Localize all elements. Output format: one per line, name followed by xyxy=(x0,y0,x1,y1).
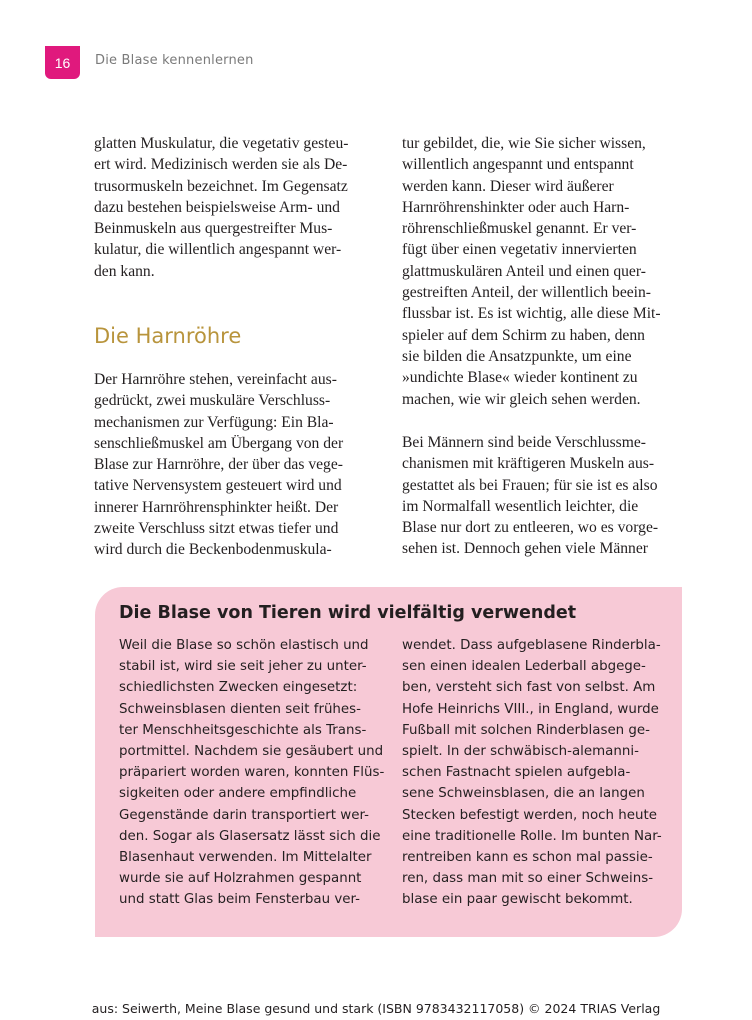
text-line: tur gebildet, die, wie Sie sicher wissen, xyxy=(402,135,646,152)
text-line: wurde sie auf Holzrahmen gespannt xyxy=(119,871,362,887)
text-line: den. Sogar als Glasersatz lässt sich die xyxy=(119,828,381,844)
text-line: sigkeiten oder andere empfindliche xyxy=(119,786,357,802)
text-line: mechanismen zur Verfügung: Ein Bla- xyxy=(94,413,334,431)
text-line: rentreiben kann es schon mal passie- xyxy=(402,850,653,866)
text-line: glatten Muskulatur, die vegetativ gesteu- xyxy=(94,135,349,152)
text-line: Bei Männern sind beide Verschlussme- xyxy=(402,434,646,451)
text-line: ter Menschheitsgeschichte als Trans- xyxy=(119,722,367,738)
text-line: eine traditionelle Rolle. Im bunten Nar- xyxy=(402,828,662,844)
text-line: stabil ist, wird sie seit jeher zu unter- xyxy=(119,659,367,675)
text-line: sie bilden die Ansatzpunkte, um eine xyxy=(402,347,632,365)
text-line: spielt. In der schwäbisch-alemanni- xyxy=(402,744,639,760)
text-line: Gegenstände darin transportiert wer- xyxy=(119,807,369,823)
text-line: blase ein paar gewischt bekommt. xyxy=(402,892,633,908)
text-line: kulatur, die willentlich angespannt wer- xyxy=(94,241,342,259)
right-column-paragraph-1 xyxy=(402,133,674,410)
text-line: wird durch die Beckenbodenmuskula- xyxy=(94,541,332,559)
text-line: Beinmuskeln aus quergestreifter Mus- xyxy=(94,220,333,238)
right-column-paragraph-2 xyxy=(402,432,674,560)
source-footer: aus: Seiwerth, Meine Blase gesund und stark (ISBN 9783432117058) © 2024 TRIAS Verlag xyxy=(91,1001,661,1016)
info-box-left-column xyxy=(119,635,389,911)
text-line: Weil die Blase so schön elastisch und xyxy=(119,638,369,653)
text-line: schen Fastnacht spielen aufgebla- xyxy=(402,765,631,781)
text-line: trusormuskeln bezeichnet. Im Gegensatz xyxy=(94,177,348,195)
text-line: ben, versteht sich fast von selbst. Am xyxy=(402,680,656,696)
text-line: Harnröhrenshinkter oder auch Harn- xyxy=(402,198,630,216)
info-box-title: Die Blase von Tieren wird vielfältig verwendet xyxy=(119,603,577,623)
text-line: den kann. xyxy=(94,262,155,280)
text-line: röhrenschließmuskel genannt. Er ver- xyxy=(402,220,637,238)
text-line: sene Schweinsblasen, die an langen xyxy=(402,786,645,802)
text-line: Blase zur Harnröhre, der über das vege- xyxy=(94,456,343,474)
text-line: präpariert worden waren, konnten Flüs- xyxy=(119,765,385,781)
info-box-right-column xyxy=(402,635,672,911)
text-line: Fußball mit solchen Rinderblasen ge- xyxy=(402,722,650,738)
text-line: werden kann. Dieser wird äußerer xyxy=(402,177,614,195)
text-line: innerer Harnröhrensphinkter heißt. Der xyxy=(94,498,339,516)
text-line: schiedlichsten Zwecken eingesetzt: xyxy=(119,680,358,696)
text-line: ert wird. Medizinisch werden sie als De- xyxy=(94,156,348,174)
text-line: sehen ist. Dennoch gehen viele Männer xyxy=(402,540,648,558)
page-number: 16 xyxy=(54,54,71,71)
text-line: »undichte Blase« wieder kontinent zu xyxy=(402,369,638,387)
text-line: Schweinsblasen dienten seit frühes- xyxy=(119,701,361,717)
left-column-paragraph-2 xyxy=(94,369,366,561)
text-line: glattmuskulären Anteil und einen quer- xyxy=(402,262,646,280)
running-head: Die Blase kennenlernen xyxy=(95,53,254,68)
text-line: willentlich angespannt und entspannt xyxy=(402,156,634,174)
text-line: portmittel. Nachdem sie gesäubert und xyxy=(119,744,384,760)
text-line: gestattet als bei Frauen; für sie ist es also xyxy=(402,476,658,494)
text-line: Blase nur dort zu entleeren, wo es vorge- xyxy=(402,519,659,537)
text-line: dazu bestehen beispielsweise Arm- und xyxy=(94,198,340,216)
text-line: Stecken befestigt werden, noch heute xyxy=(402,807,657,823)
text-line: sen einen idealen Lederball abgege- xyxy=(402,659,646,675)
text-line: gestreiften Anteil, der willentlich beein- xyxy=(402,284,651,302)
text-line: spieler auf dem Schirm zu haben, denn xyxy=(402,326,645,344)
text-line: im Normalfall wesentlich leichter, die xyxy=(402,497,639,515)
text-line: gedrückt, zwei muskuläre Verschluss- xyxy=(94,392,331,410)
section-heading: Die Harnröhre xyxy=(94,324,242,348)
text-line: wendet. Dass aufgeblasene Rinderbla- xyxy=(402,638,661,653)
text-line: ren, dass man mit so einer Schweins- xyxy=(402,871,654,887)
text-line: senschließmuskel am Übergang von der xyxy=(94,434,344,452)
text-line: tative Nervensystem gesteuert wird und xyxy=(94,477,342,495)
text-line: chanismen mit kräftigeren Muskeln aus- xyxy=(402,455,655,473)
text-line: Der Harnröhre stehen, vereinfacht aus- xyxy=(94,371,337,388)
text-line: Hofe Heinrichs VIII., in England, wurde xyxy=(402,701,659,717)
page-number-tab xyxy=(45,46,80,79)
text-line: fügt über einen vegetativ innervierten xyxy=(402,241,637,259)
text-line: und statt Glas beim Fensterbau ver- xyxy=(119,892,360,908)
text-line: zweite Verschluss sitzt etwas tiefer und xyxy=(94,520,339,538)
left-column-paragraph-1 xyxy=(94,133,366,282)
text-line: Blasenhaut verwenden. Im Mittelalter xyxy=(119,850,372,866)
text-line: machen, wie wir gleich sehen werden. xyxy=(402,390,641,408)
text-line: flussbar ist. Es ist wichtig, alle diese Mit- xyxy=(402,305,661,323)
